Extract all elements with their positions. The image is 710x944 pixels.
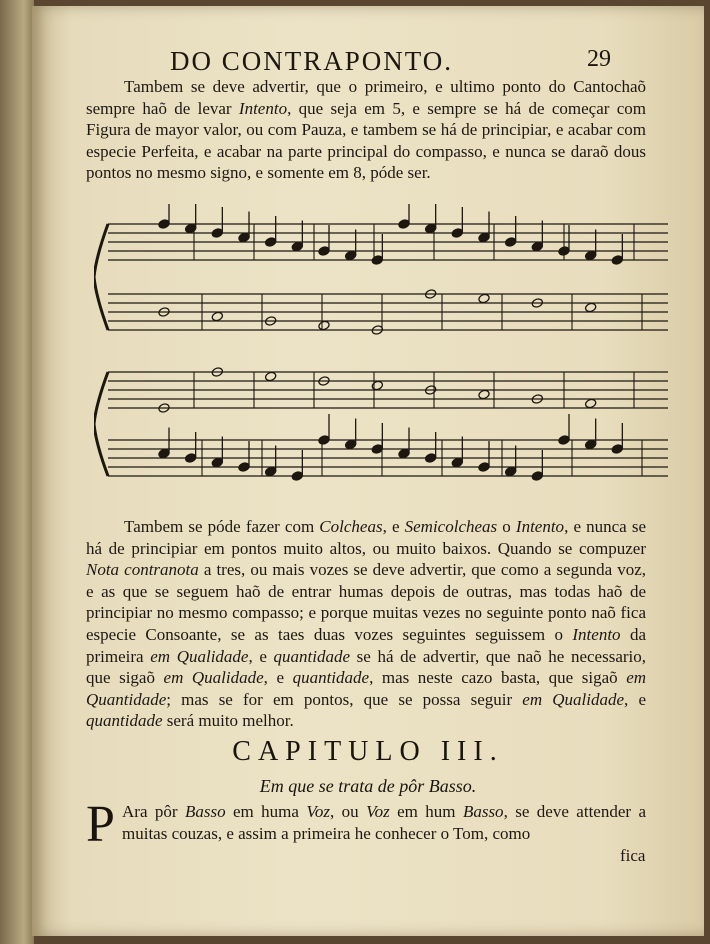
music-example [94,204,672,504]
facing-page-edge [0,0,34,944]
page-number: 29 [587,46,611,72]
book-page [32,6,704,936]
paragraph-3: P Ara pôr Basso em huma Voz, ou Voz em hum Basso, se deve attender a muitas couzas, e assim a primeira he conhecer o Tom, como [86,796,646,853]
chapter-heading: CAPITULO III. [232,736,504,767]
drop-cap: P [86,796,115,853]
paragraph-2: Tambem se póde fazer com Colcheas, e Semicolcheas o Intento, e nunca se há de principiar em pontos muito altos, ou muito baixos. Quando se compuzer Nota contranota a tres, ou mais vozes se deve advertir, que como a segunda voz, e as que se seguem haõ de entrar humas depois de outras, mas todas haõ de principiar no mesmo compasso; e porque muitas vezes no seguinte ponto naõ fica especie Consoante, se as taes duas vozes seguintes seguissem o Intento da primeira em Qualidade, e quantidade se há de advertir, que naõ he necessario, que sigaõ em Qualidade, e quantidade, mas neste cazo basta, que sigaõ em Quantidade; mas se for em pontos, que se possa seguir em Qualidade, e quantidade será muito melhor. [86,517,647,731]
paragraph-1: Tambem se deve advertir, que o primeiro, e ultimo ponto do Cantochaõ sempre haõ de levar Intento, que seja em 5, e sempre se há de começar com Figura de mayor valor, ou com Pauza, e tambem se há de principiar, e acabar com especie Perfeita, e acabar na parte principal do compasso, e nunca se daraõ dous pontos no mesmo signo, e somente em 8, póde ser. [86,77,646,183]
chapter-subtitle: Em que se trata de pôr Basso. [259,776,477,796]
running-title: DO CONTRAPONTO. [170,46,454,76]
catchword: fica [620,846,646,865]
